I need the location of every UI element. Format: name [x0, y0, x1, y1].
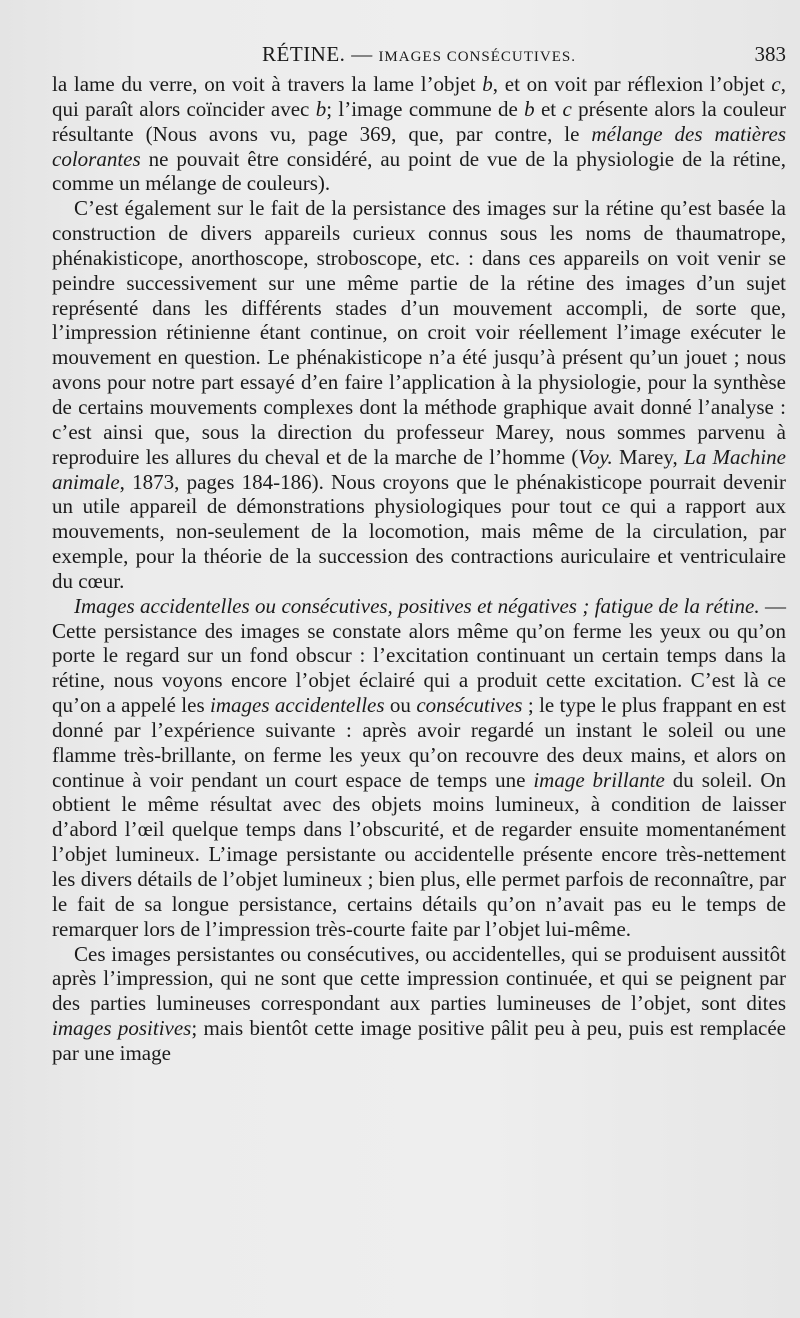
text-run: ne pouvait être considéré, au point de vue de la physiologie de la rétine, comme un mélange de couleurs). — [52, 146, 786, 196]
running-title — [52, 42, 786, 67]
italic-run: Voy. — [578, 444, 613, 469]
italic-run: b — [482, 72, 493, 96]
italic-run: images positives — [52, 1016, 192, 1041]
running-header — [52, 42, 786, 72]
text-run: C’est également sur le fait de la persistance des images sur la rétine qu’est basée la construction de divers appareils curieux connus sous les noms de thaumatrope, phénakisticope, anorthoscope, stroboscope, etc. : dans ces appareils on voit venir se peindre successivement sur une même partie de la rétine des images d’un sujet représenté dans les différents stades d’un mouvement accompli, de sorte que, l’impression rétinienne étant continue, on croit voir réellement l’image exécuter le mouvement en question. Le phénakisticope n’a été jusqu’à présent qu’un jouet ; nous avons pour notre part essayé d’en faire l’application à la physiologie, pour la synthèse de certains mouvements complexes dont la méthode graphique avait donné l’analyse : c’est ainsi que, sous la direction du professeur Marey, nous sommes parvenu à reproduire les allures du cheval et de la marche de l’homme ( — [52, 196, 786, 469]
text-run: Ces images persistantes ou consécutives, ou accidentelles, qui se produisent aussitôt après l’impression, qui ne sont que cette impression continuée, et qui se peignent par des parties lumineuses correspondant aux parties lumineuses de l’objet, sont dites — [52, 941, 786, 1016]
text-run: , et on voit par réflexion l’objet — [492, 72, 772, 96]
text-run: ; mais bientôt cette image positive pâlit peu à peu, puis est remplacée par une image — [52, 1016, 786, 1065]
text-run: — Cette persistance des images se constate alors même qu’on ferme les yeux ou qu’on porte le regard sur un fond obscur : l’excitation continuant un certain temps dans la rétine, nous voyons encore l’objet éclairé qui a produit cette excitation. C’est là ce qu’on a appelé les — [52, 593, 787, 718]
text-run: ou — [384, 693, 417, 718]
italic-run: consécutives — [416, 693, 523, 718]
text-run: ; le type le plus frappant en est donné par l’expérience suivante : après avoir regardé un instant le soleil ou une flamme très-brillante, on ferme les yeux qu’on recouvre des deux mains, et alors on continue à voir pendant un court espace de temps une — [52, 693, 787, 792]
paragraph-p1 — [52, 72, 786, 196]
running-title-separator: — — [345, 42, 379, 66]
text-run: la lame du verre, on voit à travers la lame l’objet — [52, 72, 483, 96]
text-run: Marey, — [612, 444, 685, 469]
italic-run: La Machine animale — [52, 444, 786, 494]
italic-run: image brillante — [533, 767, 665, 792]
text-run: , qui paraît alors coïncider avec — [52, 72, 786, 121]
text-run: du soleil. On obtient le même résultat avec des objets moins lumineux, à condition de laisser d’abord l’œil quelque temps dans l’obscurité, et de regarder ensuite momentanément l’objet lumineux. L’image persistante ou accidentelle présente encore très-nettement les divers détails de l’objet lumineux ; bien plus, elle permet parfois de reconnaître, par le fait de sa longue persistance, certains détails qu’on n’avait pas eu le temps de remarquer lors de l’impression très-courte faite par l’objet lui-même. — [52, 767, 786, 941]
paragraph-p4 — [52, 942, 786, 1066]
paragraph-p2 — [52, 196, 786, 594]
body-text — [52, 72, 786, 1066]
italic-run: c — [562, 96, 572, 121]
text-run: présente alors la couleur résultante (Nous avons vu, page 369, que, par contre, le — [52, 96, 787, 146]
italic-run: mélange des matières colorantes — [52, 121, 786, 171]
paragraph-p3 — [52, 594, 786, 942]
text-run: , 1873, pages 184-186). Nous croyons que le phénakisticope pourrait devenir un utile appareil de démonstrations physiologiques pour tout ce qui a rapport aux mouvements, non-seulement de la locomotion, mais même de la circulation, par exemple, pour la théorie de la succession des contractions auriculaire et ventriculaire du cœur. — [52, 469, 786, 593]
italic-run: Images accidentelles ou consécutives, positives et négatives ; fatigue de la rétine. — [74, 593, 760, 618]
italic-run: b — [524, 96, 535, 121]
text-run: ; l’image commune de — [326, 96, 525, 121]
italic-run: images accidentelles — [210, 693, 385, 718]
text-run: et — [534, 96, 563, 121]
running-title-main: RÉTINE. — [262, 42, 346, 66]
running-title-sub: IMAGES CONSÉCUTIVES. — [378, 49, 576, 65]
italic-run: b — [315, 96, 327, 121]
page-number: 383 — [754, 42, 786, 66]
italic-run: c — [771, 72, 781, 96]
